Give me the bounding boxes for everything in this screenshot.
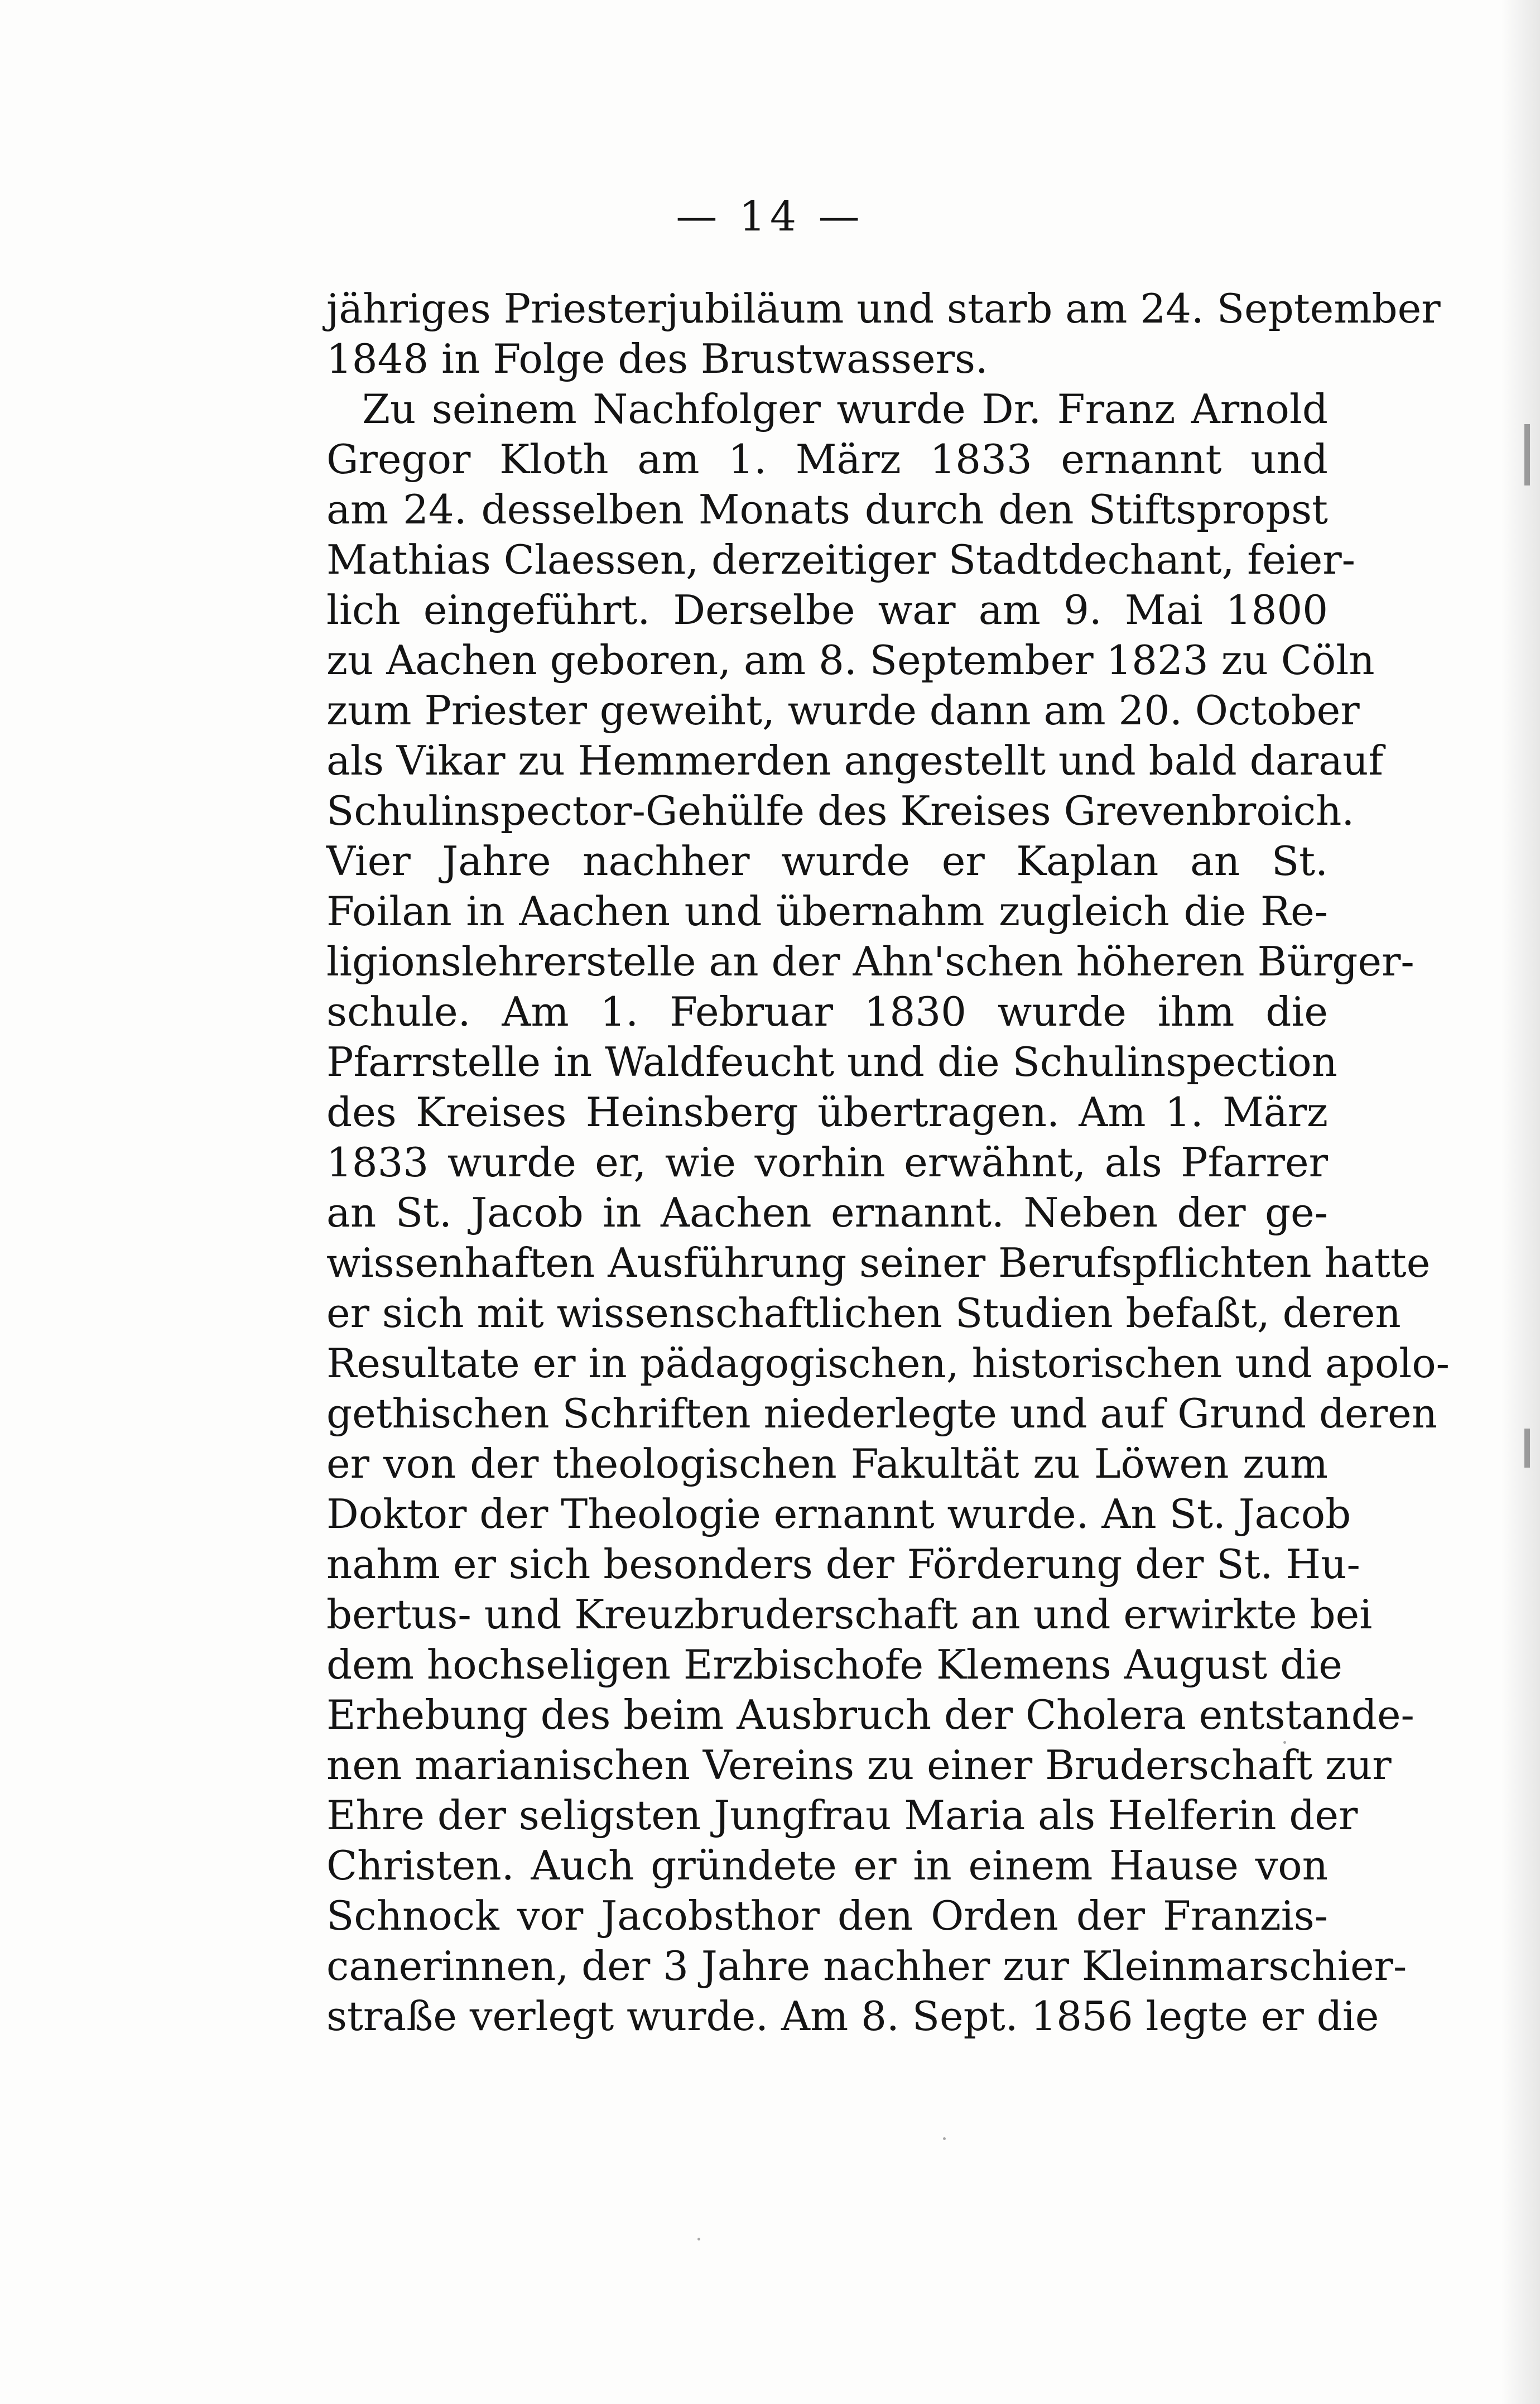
text-line: Erhebung des beim Ausbruch der Cholera entstande-: [326, 1691, 1414, 1738]
text-line: 1848 in Folge des Brustwassers.: [326, 335, 988, 382]
text-line: Pfarrstelle in Waldfeucht und die Schulinspection: [326, 1038, 1337, 1085]
text-line: Schulinspector-Gehülfe des Kreises Grevenbroich.: [326, 787, 1355, 834]
text-line: Gregor Kloth am 1. März 1833 ernannt und: [326, 436, 1328, 483]
text-line: jähriges Priesterjubiläum und starb am 24. September: [326, 285, 1441, 332]
text-line: Vier Jahre nachher wurde er Kaplan an St.: [326, 838, 1328, 884]
text-line: an St. Jacob in Aachen ernannt. Neben der ge-: [326, 1189, 1328, 1236]
text-line: lich eingeführt. Derselbe war am 9. Mai 1800: [326, 586, 1328, 633]
edge-mark: [1524, 1429, 1530, 1468]
text-line: Ehre der seligsten Jungfrau Maria als Helferin der: [326, 1792, 1358, 1839]
text-line: straße verlegt wurde. Am 8. Sept. 1856 legte er die: [326, 1993, 1379, 2040]
text-line: gethischen Schriften niederlegte und auf Grund deren: [326, 1390, 1438, 1437]
text-line: Resultate er in pädagogischen, historischen und apolo-: [326, 1340, 1450, 1387]
text-line: Mathias Claessen, derzeitiger Stadtdechant, feier-: [326, 536, 1355, 583]
text-line: des Kreises Heinsberg übertragen. Am 1. März: [326, 1089, 1328, 1136]
text-line: dem hochseligen Erzbischofe Klemens August die: [326, 1641, 1342, 1688]
page-number: — 14 —: [676, 193, 864, 241]
text-line: nen marianischen Vereins zu einer Bruderschaft zur: [326, 1742, 1392, 1788]
text-line: ligionslehrerstelle an der Ahn'schen höheren Bürger-: [326, 938, 1414, 985]
text-line: Schnock vor Jacobsthor den Orden der Franzis-: [326, 1892, 1328, 1939]
text-line: nahm er sich besonders der Förderung der St. Hu-: [326, 1541, 1360, 1588]
text-line: Doktor der Theologie ernannt wurde. An St. Jacob: [326, 1491, 1351, 1537]
text-line: Christen. Auch gründete er in einem Hause von: [326, 1842, 1328, 1889]
text-line: 1833 wurde er, wie vorhin erwähnt, als Pfarrer: [326, 1139, 1328, 1186]
text-line: am 24. desselben Monats durch den Stiftspropst: [326, 486, 1328, 533]
text-line: Zu seinem Nachfolger wurde Dr. Franz Arnold: [362, 386, 1328, 432]
page-edge-shadow: [1501, 0, 1540, 2404]
text-line: bertus- und Kreuzbruderschaft an und erwirkte bei: [326, 1591, 1373, 1638]
text-line: er sich mit wissenschaftlichen Studien befaßt, deren: [326, 1290, 1401, 1336]
body-text: [326, 283, 1450, 2041]
text-line: als Vikar zu Hemmerden angestellt und bald darauf: [326, 737, 1384, 784]
edge-mark: [1524, 424, 1530, 485]
text-line: Foilan in Aachen und übernahm zugleich die Re-: [326, 888, 1328, 935]
text-line: zum Priester geweiht, wurde dann am 20. October: [326, 687, 1360, 734]
paper-speck: [943, 2137, 946, 2140]
text-line: zu Aachen geboren, am 8. September 1823 zu Cöln: [326, 637, 1375, 684]
text-line: canerinnen, der 3 Jahre nachher zur Kleinmarschier-: [326, 1943, 1407, 1989]
text-line: er von der theologischen Fakultät zu Löwen zum: [326, 1440, 1328, 1487]
paper-speck: [697, 2238, 700, 2240]
text-line: schule. Am 1. Februar 1830 wurde ihm die: [326, 988, 1328, 1035]
text-line: wissenhaften Ausführung seiner Berufspflichten hatte: [326, 1239, 1431, 1286]
